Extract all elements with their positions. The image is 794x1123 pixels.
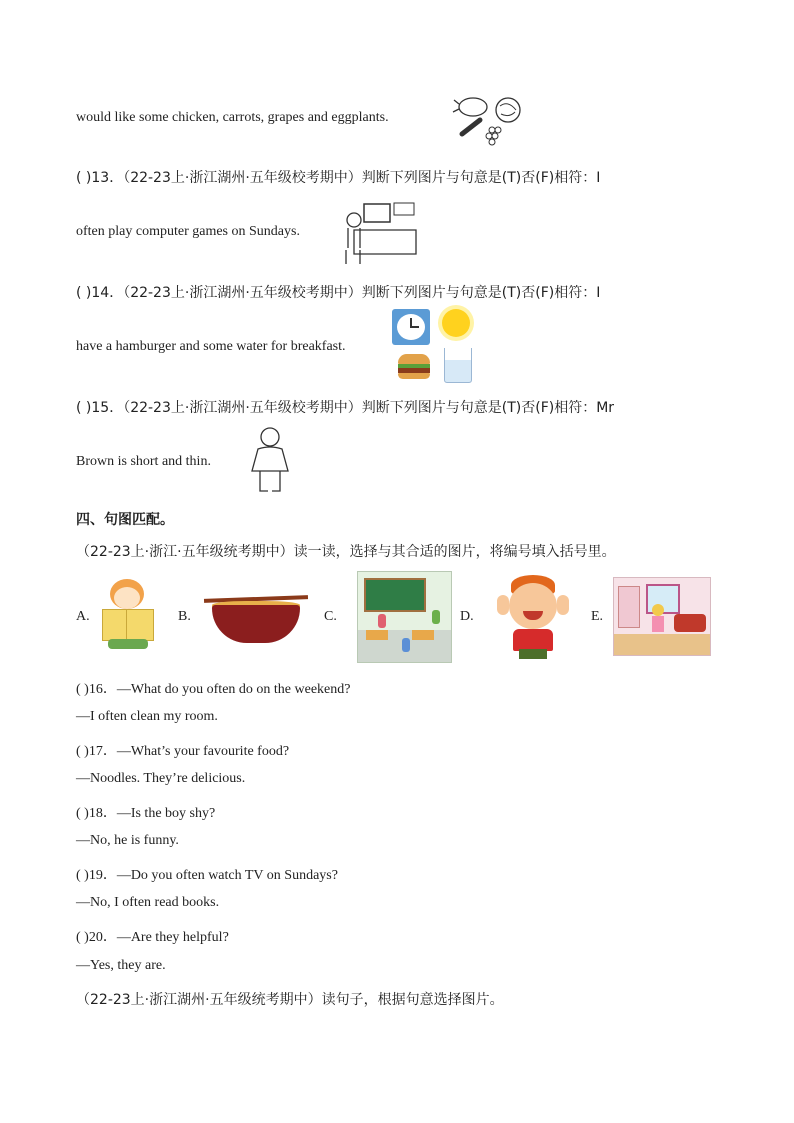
computer-image bbox=[340, 200, 420, 268]
q18-answer: —No, he is funny. bbox=[76, 833, 179, 848]
section-title: 四、句图匹配。 bbox=[76, 512, 174, 528]
clock-icon bbox=[392, 309, 430, 345]
q20-line: ( )20．—Are they helpful? bbox=[76, 930, 229, 945]
q19-answer: —No, I often read books. bbox=[76, 895, 220, 910]
q16-line: ( )16．—What do you often do on the weekend? bbox=[76, 682, 351, 697]
q20-answer: —Yes, they are. bbox=[76, 958, 166, 973]
next-instruction: （22-23上·浙江湖州·五年级统考期中）读句子，根据句意选择图片。 bbox=[76, 992, 504, 1008]
section-instruction: （22-23上·浙江·五年级统考期中）读一读，选择与其合适的图片，将编号填入括号里。 bbox=[76, 544, 616, 560]
food-image bbox=[448, 92, 526, 150]
sun-icon bbox=[442, 309, 470, 337]
funny-boy-image bbox=[493, 573, 575, 659]
water-glass-icon bbox=[444, 348, 472, 383]
q13-stem: ( )13．（22-23上·浙江湖州·五年级校考期中）判断下列图片与句意是(T)否(F)相符：I bbox=[76, 170, 601, 186]
cleaning-room-image bbox=[613, 577, 711, 656]
noodles-image bbox=[206, 593, 306, 643]
classroom-image bbox=[357, 571, 452, 663]
option-a-label: A. bbox=[76, 609, 90, 624]
hamburger-icon bbox=[398, 354, 430, 380]
q14-stem: ( )14．（22-23上·浙江湖州·五年级校考期中）判断下列图片与句意是(T)否(F)相符：I bbox=[76, 285, 601, 301]
q18-line: ( )18．—Is the boy shy? bbox=[76, 806, 216, 821]
q14-text: have a hamburger and some water for breakfast. bbox=[76, 339, 346, 354]
q17-answer: —Noodles. They’re delicious. bbox=[76, 771, 246, 786]
q19-line: ( )19．—Do you often watch TV on Sundays? bbox=[76, 868, 338, 883]
option-e-label: E. bbox=[591, 609, 604, 624]
option-b-label: B. bbox=[178, 609, 191, 624]
q15-stem: ( )15．（22-23上·浙江湖州·五年级校考期中）判断下列图片与句意是(T)否(F)相符：Mr bbox=[76, 400, 615, 416]
man-image bbox=[248, 425, 296, 495]
q16-answer: —I often clean my room. bbox=[76, 709, 218, 724]
q13-text: often play computer games on Sundays. bbox=[76, 224, 300, 239]
q15-text: Brown is short and thin. bbox=[76, 454, 211, 469]
option-c-label: C. bbox=[324, 609, 337, 624]
option-d-label: D. bbox=[460, 609, 474, 624]
q12-text: would like some chicken, carrots, grapes and eggplants. bbox=[76, 110, 389, 125]
girl-reading-image bbox=[96, 577, 158, 651]
q17-line: ( )17．—What’s your favourite food? bbox=[76, 744, 290, 759]
